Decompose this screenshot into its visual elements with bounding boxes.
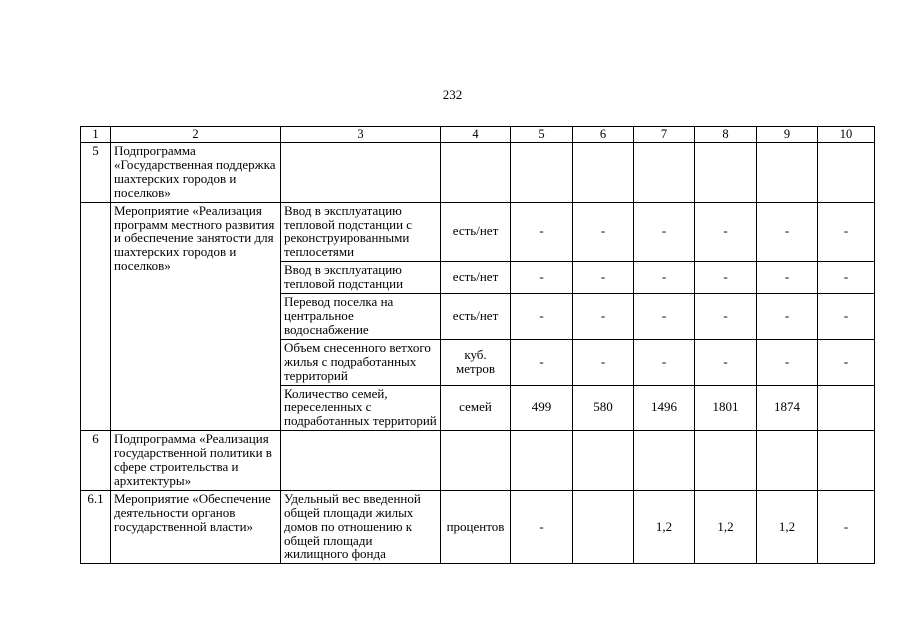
value-cell bbox=[695, 431, 757, 491]
row-index-cell bbox=[81, 202, 111, 431]
page-number: 232 bbox=[442, 87, 463, 102]
unit-cell: процентов bbox=[441, 490, 511, 564]
unit-cell: куб. метров bbox=[441, 339, 511, 385]
table-header-row bbox=[81, 127, 875, 143]
indicator-name-cell: Ввод в эксплуатацию тепловой подстанции bbox=[281, 262, 441, 294]
unit-cell bbox=[441, 431, 511, 491]
table-row bbox=[81, 490, 875, 564]
value-cell: - bbox=[634, 202, 695, 262]
value-cell bbox=[757, 431, 818, 491]
indicator-name-cell bbox=[281, 431, 441, 491]
program-name-cell: Мероприятие «Реализация программ местного развития и обеспечение занятости для шахтерских городов и поселков» bbox=[111, 202, 281, 431]
value-cell: - bbox=[634, 294, 695, 340]
value-cell bbox=[511, 431, 573, 491]
indicator-name-cell: Объем снесенного ветхого жилья с подработанных территорий bbox=[281, 339, 441, 385]
value-cell bbox=[818, 431, 875, 491]
unit-cell: есть/нет bbox=[441, 294, 511, 340]
value-cell: - bbox=[511, 490, 573, 564]
value-cell: - bbox=[757, 339, 818, 385]
table-row bbox=[81, 202, 875, 262]
unit-cell: семей bbox=[441, 385, 511, 431]
value-cell: 1874 bbox=[757, 385, 818, 431]
row-index-cell: 6 bbox=[81, 431, 111, 491]
value-cell: - bbox=[511, 294, 573, 340]
column-header-6: 6 bbox=[573, 127, 634, 143]
column-header-5: 5 bbox=[511, 127, 573, 143]
table-row bbox=[81, 431, 875, 491]
value-cell: 1496 bbox=[634, 385, 695, 431]
program-name-cell: Подпрограмма «Реализация государственной политики в сфере строительства и архитектуры» bbox=[111, 431, 281, 491]
value-cell: - bbox=[511, 262, 573, 294]
value-cell: - bbox=[695, 262, 757, 294]
value-cell: - bbox=[818, 294, 875, 340]
value-cell bbox=[757, 143, 818, 203]
column-header-1: 1 bbox=[81, 127, 111, 143]
value-cell: 1,2 bbox=[634, 490, 695, 564]
table-row bbox=[81, 143, 875, 203]
value-cell: - bbox=[573, 294, 634, 340]
value-cell bbox=[573, 490, 634, 564]
value-cell: - bbox=[757, 294, 818, 340]
column-header-9: 9 bbox=[757, 127, 818, 143]
value-cell bbox=[573, 431, 634, 491]
value-cell: - bbox=[511, 339, 573, 385]
indicator-name-cell: Перевод поселка на центральное водоснабжение bbox=[281, 294, 441, 340]
value-cell: 1,2 bbox=[695, 490, 757, 564]
value-cell bbox=[511, 143, 573, 203]
column-header-2: 2 bbox=[111, 127, 281, 143]
value-cell: - bbox=[695, 294, 757, 340]
value-cell: - bbox=[573, 262, 634, 294]
program-name-cell: Мероприятие «Обеспечение деятельности органов государственной власти» bbox=[111, 490, 281, 564]
indicator-name-cell: Удельный вес введенной общей площади жилых домов по отношению к общей площади жилищного фонда bbox=[281, 490, 441, 564]
column-header-3: 3 bbox=[281, 127, 441, 143]
column-header-8: 8 bbox=[695, 127, 757, 143]
row-index-cell: 6.1 bbox=[81, 490, 111, 564]
column-header-4: 4 bbox=[441, 127, 511, 143]
value-cell bbox=[573, 143, 634, 203]
value-cell bbox=[818, 143, 875, 203]
value-cell bbox=[634, 431, 695, 491]
value-cell bbox=[818, 385, 875, 431]
value-cell: - bbox=[573, 339, 634, 385]
value-cell: - bbox=[573, 202, 634, 262]
value-cell: 1,2 bbox=[757, 490, 818, 564]
value-cell bbox=[634, 143, 695, 203]
row-index-cell: 5 bbox=[81, 143, 111, 203]
value-cell: - bbox=[695, 339, 757, 385]
value-cell: 1801 bbox=[695, 385, 757, 431]
indicator-name-cell: Количество семей, переселенных с подработанных территорий bbox=[281, 385, 441, 431]
value-cell: - bbox=[757, 262, 818, 294]
value-cell: - bbox=[818, 339, 875, 385]
value-cell: - bbox=[757, 202, 818, 262]
unit-cell: есть/нет bbox=[441, 262, 511, 294]
value-cell: - bbox=[695, 202, 757, 262]
value-cell: 580 bbox=[573, 385, 634, 431]
indicator-name-cell bbox=[281, 143, 441, 203]
column-header-10: 10 bbox=[818, 127, 875, 143]
program-name-cell: Подпрограмма «Государственная поддержка шахтерских городов и поселков» bbox=[111, 143, 281, 203]
value-cell: - bbox=[818, 262, 875, 294]
value-cell: 499 bbox=[511, 385, 573, 431]
indicator-name-cell: Ввод в эксплуатацию тепловой подстанции с реконструированными теплосетями bbox=[281, 202, 441, 262]
indicators-table bbox=[80, 126, 875, 564]
value-cell: - bbox=[818, 490, 875, 564]
value-cell bbox=[695, 143, 757, 203]
value-cell: - bbox=[634, 262, 695, 294]
unit-cell: есть/нет bbox=[441, 202, 511, 262]
value-cell: - bbox=[634, 339, 695, 385]
value-cell: - bbox=[818, 202, 875, 262]
column-header-7: 7 bbox=[634, 127, 695, 143]
value-cell: - bbox=[511, 202, 573, 262]
unit-cell bbox=[441, 143, 511, 203]
